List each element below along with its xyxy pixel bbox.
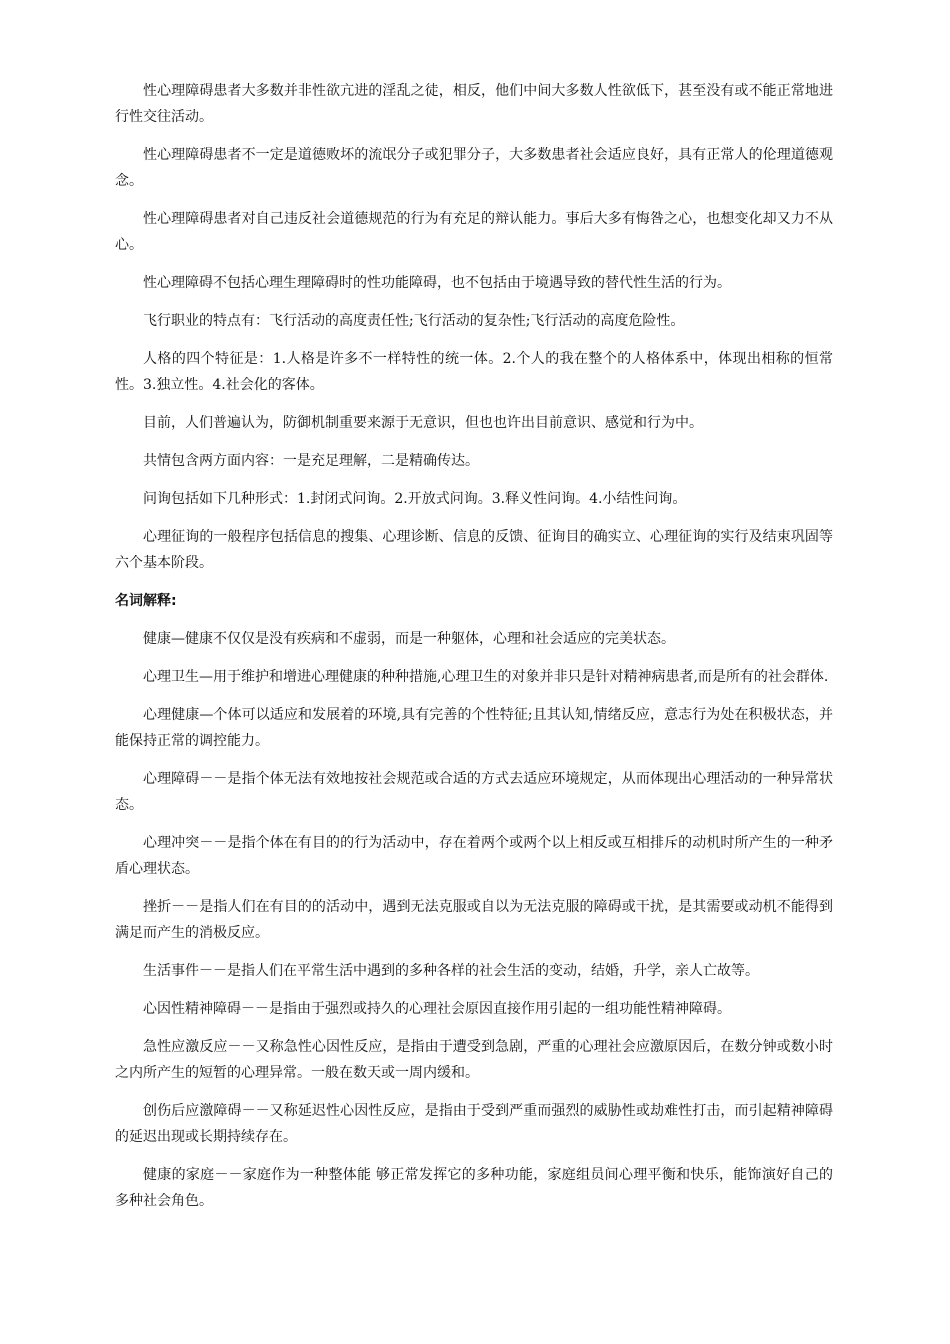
paragraph: 共情包含两方面内容：一是充足理解，二是精确传达。 bbox=[143, 453, 479, 469]
paragraph: 性心理障碍患者不一定是道德败坏的流氓分子或犯罪分子，大多数患者社会适应良好，具有正常人的伦理道德观念。 bbox=[115, 147, 833, 189]
definition-paragraph: 心理冲突－－是指个体在有目的的行为活动中，存在着两个或两个以上相反或互相排斥的动机时所产生的一种矛盾心理状态。 bbox=[115, 835, 833, 877]
paragraph: 心理征询的一般程序包括信息的搜集、心理诊断、信息的反馈、征询目的确实立、心理征询的实行及结束巩固等六个基本阶段。 bbox=[115, 529, 833, 571]
definition-paragraph: 创伤后应激障碍－－又称延迟性心因性反应，是指由于受到严重而强烈的威胁性或劫难性打击，而引起精神障碍的延迟出现或长期持续存在。 bbox=[115, 1103, 833, 1145]
paragraph: 性心理障碍患者大多数并非性欲亢进的淫乱之徒，相反，他们中间大多数人性欲低下，甚至没有或不能正常地进行性交往活动。 bbox=[115, 83, 833, 125]
definition-paragraph: 心理卫生—用于维护和增进心理健康的种种措施,心理卫生的对象并非只是针对精神病患者,而是所有的社会群体. bbox=[143, 669, 829, 685]
definition-paragraph: 生活事件－－是指人们在平常生活中遇到的多种各样的社会生活的变动，结婚，升学，亲人亡故等。 bbox=[143, 963, 759, 979]
paragraph: 人格的四个特征是：1.人格是许多不一样特性的统一体。2.个人的我在整个的人格体系中，体现出相称的恒常性。3.独立性。4.社会化的客体。 bbox=[115, 351, 833, 393]
definition-paragraph: 心因性精神障碍－－是指由于强烈或持久的心理社会原因直接作用引起的一组功能性精神障碍。 bbox=[143, 1001, 731, 1017]
paragraph: 目前，人们普遍认为，防御机制重要来源于无意识，但也也许出目前意识、感觉和行为中。 bbox=[143, 415, 703, 431]
definition-paragraph: 急性应激反应－－又称急性心因性反应，是指由于遭受到急剧，严重的心理社会应激原因后，在数分钟或数小时之内所产生的短暂的心理异常。一般在数天或一周内缓和。 bbox=[115, 1039, 833, 1081]
definition-paragraph: 挫折－－是指人们在有目的的活动中，遇到无法克服或自以为无法克服的障碍或干扰，是其需要或动机不能得到满足而产生的消极反应。 bbox=[115, 899, 833, 941]
document-page bbox=[115, 78, 833, 1226]
paragraph: 飞行职业的特点有：飞行活动的高度责任性;飞行活动的复杂性;飞行活动的高度危险性。 bbox=[143, 313, 685, 329]
definition-paragraph: 健康的家庭－－家庭作为一种整体能 够正常发挥它的多种功能，家庭组员间心理平衡和快乐，能饰演好自己的多种社会角色。 bbox=[115, 1167, 833, 1209]
section-heading: 名词解释: bbox=[115, 593, 177, 609]
definition-paragraph: 心理障碍－－是指个体无法有效地按社会规范或合适的方式去适应环境规定，从而体现出心理活动的一种异常状态。 bbox=[115, 771, 833, 813]
definition-paragraph: 健康—健康不仅仅是没有疾病和不虚弱，而是一种躯体，心理和社会适应的完美状态。 bbox=[143, 631, 675, 647]
definition-paragraph: 心理健康—个体可以适应和发展着的环境,具有完善的个性特征;且其认知,情绪反应，意志行为处在积极状态，并能保持正常的调控能力。 bbox=[115, 707, 833, 749]
paragraph: 问询包括如下几种形式：1.封闭式问询。2.开放式问询。3.释义性问询。4.小结性问询。 bbox=[143, 491, 687, 507]
paragraph: 性心理障碍患者对自己违反社会道德规范的行为有充足的辩认能力。事后大多有悔咎之心，也想变化却又力不从心。 bbox=[115, 211, 833, 253]
paragraph: 性心理障碍不包括心理生理障碍时的性功能障碍，也不包括由于境遇导致的替代性生活的行为。 bbox=[143, 275, 731, 291]
